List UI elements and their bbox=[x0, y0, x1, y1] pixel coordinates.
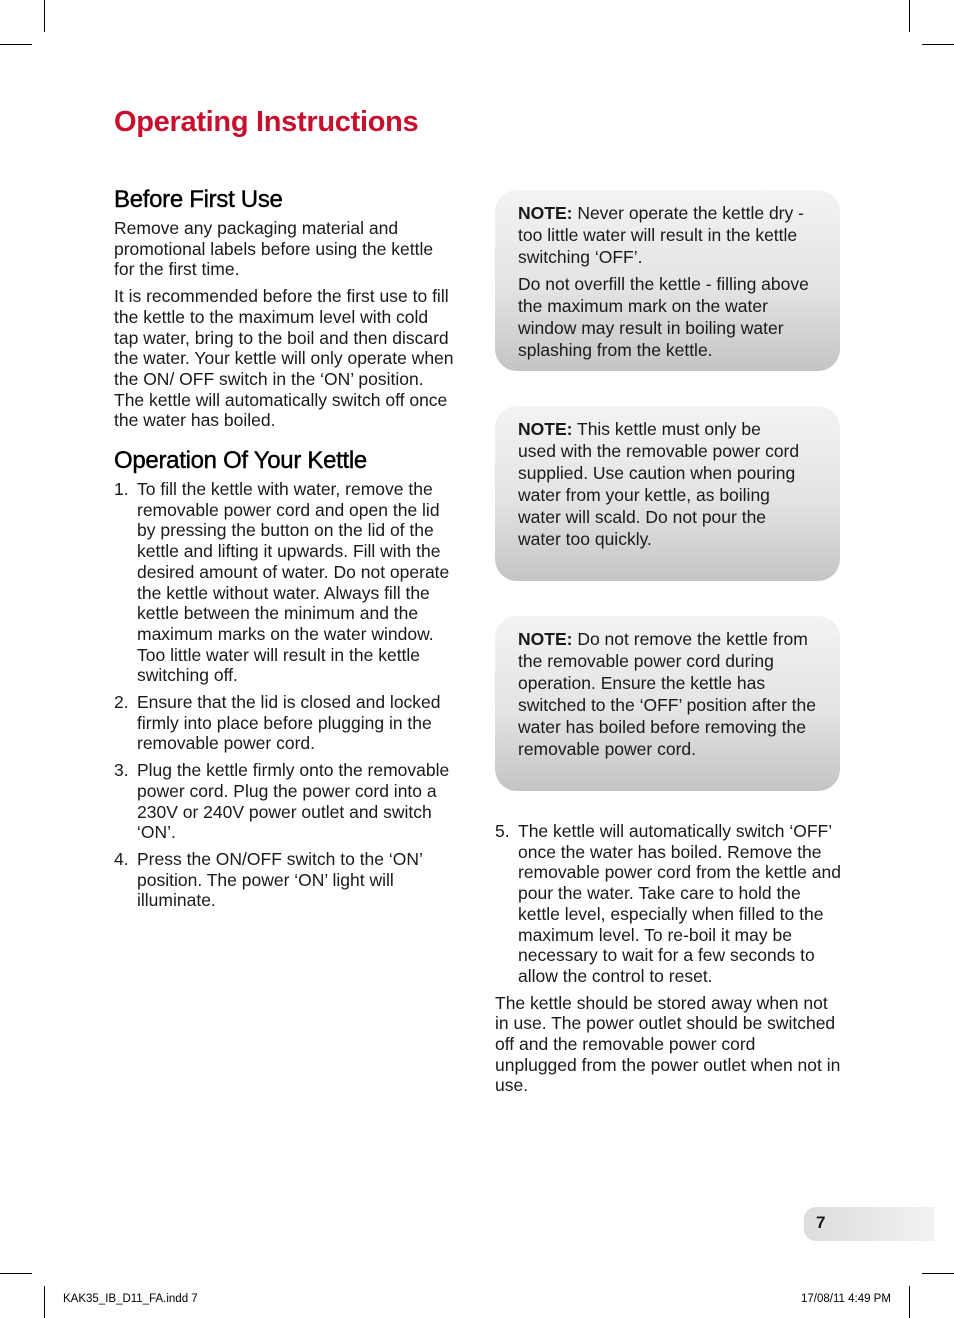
page-title: Operating Instructions bbox=[114, 106, 419, 138]
note-box bbox=[495, 190, 840, 371]
crop-mark bbox=[909, 1286, 910, 1318]
operation-heading: Operation Of Your Kettle bbox=[114, 447, 367, 475]
note-text: This kettle must only be used with the removable power cord supplied. Use caution when pouring water from your kettle, as boiling water will scald. Do not pour the water too quickly. bbox=[518, 419, 800, 549]
crop-mark bbox=[922, 44, 954, 45]
crop-mark bbox=[909, 0, 910, 32]
before-first-use-p2: It is recommended before the first use to fill the kettle to the maximum level with cold tap water, bring to the boil and then discard the water. Your kettle will only operate when the ON/ OFF switch in the ‘ON’ position. The kettle will automatically switch off once the water has boiled. bbox=[114, 286, 454, 431]
step-text: The kettle will automatically switch ‘OFF’ once the water has boiled. Remove the removable power cord from the kettle and pour the water. Take care to hold the kettle level, especially when filled to the maximum level. To re-boil it may be necessary to wait for a few seconds to allow the control to reset. bbox=[518, 821, 841, 986]
step-text: Ensure that the lid is closed and locked firmly into place before plugging in the removable power cord. bbox=[137, 692, 441, 754]
note-box bbox=[495, 616, 840, 791]
storage-paragraph: The kettle should be stored away when not in use. The power outlet should be switched off and the removable power cord unplugged from the power outlet when not in use. bbox=[495, 992, 841, 1096]
slug-timestamp: 17/08/11 4:49 PM bbox=[801, 1293, 891, 1305]
crop-mark bbox=[0, 44, 32, 45]
note-text: Never operate the kettle dry - too little water will result in the kettle switching ‘OFF’. bbox=[518, 203, 804, 267]
note-text: Do not remove the kettle from the removable power cord during operation. Ensure the kettle has switched to the ‘OFF’ position after the water has boiled before removing the removable power cord. bbox=[518, 629, 816, 759]
note-label: NOTE: bbox=[518, 203, 573, 223]
note-label: NOTE: bbox=[518, 419, 573, 439]
crop-mark bbox=[0, 1273, 32, 1274]
note-text: Do not overfill the kettle - filling above the maximum mark on the water window may result in boiling water splashing from the kettle. bbox=[518, 274, 809, 360]
step-item: 1. To fill the kettle with water, remove the removable power cord and open the lid by pressing the button on the lid of the kettle and lifting it upwards. Fill with the desired amount of water. Do not operate the kettle without water. Always fill the kettle between the minimum and the maximum marks on the water window. Too little water will result in the kettle switching off. bbox=[114, 479, 450, 686]
step-item: 2. Ensure that the lid is closed and locked firmly into place before plugging in the removable power cord. bbox=[114, 692, 441, 754]
note-label: NOTE: bbox=[518, 629, 573, 649]
slug-filename: KAK35_IB_D11_FA.indd 7 bbox=[63, 1293, 198, 1305]
right-column bbox=[495, 821, 841, 1102]
left-column bbox=[114, 184, 456, 917]
before-first-use-heading: Before First Use bbox=[114, 186, 283, 213]
step-item: 4. Press the ON/OFF switch to the ‘ON’ position. The power ‘ON’ light will illuminate. bbox=[114, 848, 423, 911]
crop-mark bbox=[44, 1286, 45, 1318]
before-first-use-p1: Remove any packaging material and promotional labels before using the kettle for the first time. bbox=[114, 218, 434, 280]
step-text: Press the ON/OFF switch to the ‘ON’ position. The power ‘ON’ light will illuminate. bbox=[137, 848, 423, 911]
step-text: Plug the kettle firmly onto the removable power cord. Plug the power cord into a 230V or 240V power outlet and switch ‘ON’. bbox=[137, 760, 450, 843]
step-text: To fill the kettle with water, remove the removable power cord and open the lid by pressing the button on the lid of the kettle and lifting it upwards. Fill with the desired amount of water. Do not operate the kettle without water. Always fill the kettle between the minimum and the maximum marks on the water window. Too little water will result in the kettle switching off. bbox=[137, 479, 450, 686]
operation-steps-continued bbox=[495, 821, 841, 987]
note-box bbox=[495, 406, 840, 581]
crop-mark bbox=[44, 0, 45, 32]
operation-steps bbox=[114, 479, 456, 911]
page-number-tab bbox=[804, 1207, 934, 1241]
crop-mark bbox=[922, 1273, 954, 1274]
page-number: 7 bbox=[816, 1213, 826, 1232]
step-item: 5. The kettle will automatically switch ‘OFF’ once the water has boiled. Remove the removable power cord from the kettle and pour the water. Take care to hold the kettle level, especially when filled to the maximum level. To re-boil it may be necessary to wait for a few seconds to allow the control to reset. bbox=[495, 821, 841, 986]
step-item: 3. Plug the kettle firmly onto the removable power cord. Plug the power cord into a 230V or 240V power outlet and switch ‘ON’. bbox=[114, 760, 450, 843]
